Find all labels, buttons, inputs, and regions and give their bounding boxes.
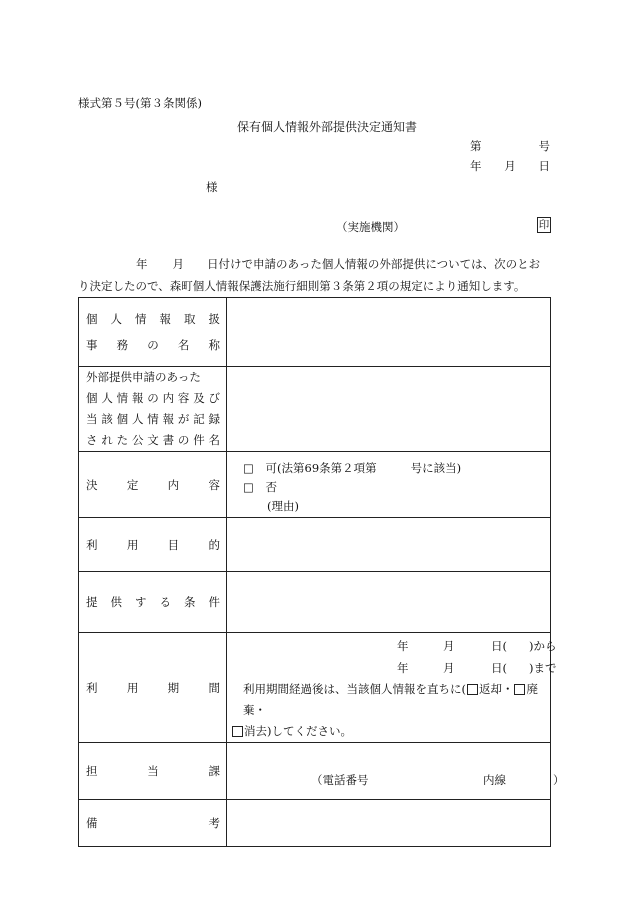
label-char: 該 — [101, 412, 113, 426]
label-char: 人 — [101, 391, 113, 405]
label-char: の — [147, 391, 159, 405]
label-char: の — [147, 338, 159, 352]
label-char: 用 — [126, 537, 139, 552]
label-char: 容 — [177, 391, 190, 405]
section-label — [79, 743, 227, 800]
label-char: 個 — [86, 391, 98, 405]
label-char: す — [135, 595, 147, 609]
row-purpose — [79, 518, 551, 572]
row-section — [79, 743, 551, 800]
discard-checkbox[interactable] — [514, 684, 525, 695]
label-char: 担 — [86, 764, 98, 778]
notice-form-table — [78, 297, 565, 847]
remarks-value — [227, 800, 551, 847]
label-char: 的 — [208, 537, 220, 552]
label-char: 課 — [208, 764, 220, 778]
label-char: 間 — [208, 680, 220, 695]
label-char: 名 — [177, 338, 190, 352]
label-char: 目 — [167, 537, 180, 552]
period-value — [227, 633, 557, 743]
label-char: 件 — [193, 433, 205, 447]
label-char: 提 — [86, 595, 98, 609]
label-char: 情 — [116, 391, 129, 405]
conditions-label — [79, 572, 227, 633]
label-char: 期 — [167, 680, 180, 695]
document-number-line: 第 号 — [470, 139, 550, 153]
label-char: 務 — [116, 338, 129, 352]
label-char: 当 — [86, 412, 98, 426]
decision-option-deny: □ 否 — [243, 480, 278, 494]
label-char: 人 — [110, 312, 122, 326]
label-char: 内 — [162, 391, 175, 405]
label-char: 用 — [126, 680, 139, 695]
label-char: 当 — [147, 764, 159, 778]
row-office — [79, 298, 551, 367]
office-value — [227, 298, 551, 367]
intro-line-2: り決定したので、森町個人情報保護法施行細則第３条第２項の規定により通知します。 — [78, 279, 526, 293]
addressee-suffix: 様 — [206, 180, 218, 194]
close-paren: ） — [553, 773, 565, 787]
decision-label — [79, 452, 227, 518]
label-char: 文 — [147, 433, 159, 447]
row-period — [79, 633, 551, 743]
label-char: 定 — [126, 477, 139, 492]
label-char: び — [208, 391, 220, 405]
label-char: 個 — [86, 312, 98, 326]
period-to-line: 年 月 日( )まで — [397, 661, 557, 675]
row-conditions — [79, 572, 551, 633]
label-char: 情 — [135, 312, 147, 326]
label-char: 利 — [86, 680, 98, 695]
label-char: 取 — [184, 312, 196, 326]
label-char: 報 — [159, 312, 171, 326]
label-char: た — [116, 433, 129, 447]
label-char: の — [177, 433, 190, 447]
seal-mark: 印 — [538, 219, 550, 231]
period-label — [79, 633, 227, 743]
label-char: 情 — [147, 412, 159, 426]
conditions-value — [227, 572, 551, 633]
purpose-label — [79, 518, 227, 572]
form-number: 様式第５号(第３条関係) — [78, 96, 202, 110]
label-char: 人 — [131, 412, 144, 426]
label-char: 公 — [131, 433, 144, 447]
deny-checkbox[interactable]: □ — [243, 480, 254, 494]
date-line: 年 月 日 — [470, 159, 550, 173]
period-from-line: 年 月 日( )から — [397, 639, 557, 653]
label-char: 録 — [208, 412, 220, 426]
section-value — [227, 743, 565, 800]
label-char: 内 — [167, 477, 180, 492]
purpose-value — [227, 518, 551, 572]
label-char: 外部提供申請のあった — [86, 370, 201, 384]
label-char: 扱 — [208, 312, 220, 326]
label-char: 備 — [86, 816, 98, 830]
agency-label: （実施機関） — [336, 220, 405, 234]
remarks-label — [79, 800, 227, 847]
erase-checkbox[interactable] — [232, 726, 243, 737]
row-decision — [79, 452, 551, 518]
label-char: れ — [101, 433, 113, 447]
label-char: 容 — [208, 477, 220, 492]
row-remarks — [79, 800, 551, 847]
document-title: 保有個人情報外部提供決定通知書 — [237, 120, 418, 134]
label-char: 記 — [193, 412, 205, 426]
label-char: 報 — [131, 391, 144, 405]
label-char: 個 — [116, 412, 129, 426]
label-char: 及 — [193, 391, 205, 405]
period-note-line-2: 消去)してください。 — [227, 721, 550, 742]
phone-label: （電話番号 — [311, 773, 369, 787]
label-char: 考 — [208, 816, 220, 830]
office-label — [79, 298, 227, 367]
label-char: 条 — [184, 595, 196, 609]
label-char: る — [159, 595, 171, 609]
label-char: 供 — [110, 595, 122, 609]
label-char: 事 — [86, 338, 98, 352]
row-request — [79, 367, 551, 452]
label-char: 称 — [208, 338, 220, 352]
decision-option-approve: □ 可(法第69条第２項第 号に該当) — [243, 461, 462, 475]
label-char: が — [177, 412, 190, 426]
period-note-line-1: 利用期間経過後は、当該個人情報を直ちに( 返却・ 廃棄・ — [243, 682, 538, 717]
decision-reason: (理由) — [267, 499, 299, 513]
label-char: 報 — [162, 412, 175, 426]
extension-label: 内線 — [483, 773, 506, 787]
label-char: 件 — [208, 595, 220, 609]
label-char: 利 — [86, 537, 98, 552]
return-checkbox[interactable] — [467, 684, 478, 695]
label-char: 名 — [208, 433, 220, 447]
intro-line-1: 年 月 日付けで申請のあった個人情報の外部提供については、次のとお — [136, 257, 541, 271]
label-char: さ — [86, 433, 98, 447]
label-char: 決 — [86, 477, 98, 492]
decision-value — [227, 452, 551, 518]
request-value — [227, 367, 551, 452]
approve-checkbox[interactable]: □ — [243, 461, 254, 475]
label-char: 書 — [162, 433, 175, 447]
request-label — [79, 367, 227, 452]
